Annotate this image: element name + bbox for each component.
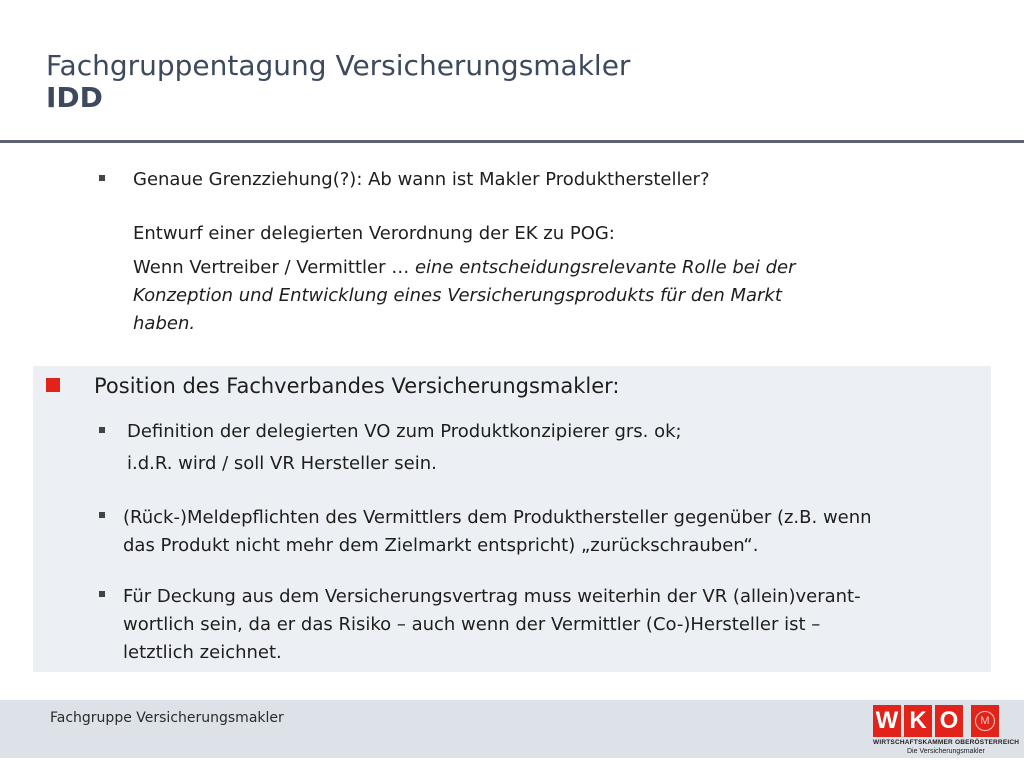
panel-item-1-line-1: Definition der delegierten VO zum Produktkonzipierer grs. ok;: [127, 421, 682, 442]
title-divider: [0, 140, 1024, 143]
slide-title: Fachgruppentagung Versicherungsmakler: [46, 49, 631, 82]
draft-text: Entwurf einer delegierten Verordnung der EK zu POG:: [133, 223, 615, 244]
slide-subtitle: IDD: [46, 81, 103, 114]
logo-letter-w: W: [873, 705, 901, 737]
quote-prefix: Wenn Vertreiber / Vermittler …: [133, 257, 415, 278]
title-block: [46, 50, 630, 114]
quote-line-2: Konzeption und Entwicklung eines Versicherungsprodukts für den Markt: [133, 285, 782, 306]
bullet-marker: [99, 591, 105, 597]
bullet-text-grenzziehung: Genaue Grenzziehung(?): Ab wann ist Makler Produkthersteller?: [133, 169, 710, 190]
bullet-marker: [99, 175, 105, 181]
panel-item-1-line-2: i.d.R. wird / soll VR Hersteller sein.: [127, 453, 437, 474]
logo-badge-box: [971, 705, 999, 737]
panel-item-2-line-2: das Produkt nicht mehr dem Zielmarkt entspricht) „zurückschrauben“.: [123, 535, 759, 556]
logo-division-name: Die Versicherungsmakler: [907, 748, 985, 755]
quote-line-3: haben.: [133, 313, 196, 334]
quote-italic-1: eine entscheidungsrelevante Rolle bei der: [414, 257, 796, 278]
bullet-marker: [99, 427, 105, 433]
panel-heading: Position des Fachverbandes Versicherungsmakler:: [94, 374, 620, 398]
logo-badge-icon: M: [975, 711, 995, 731]
bullet-marker: [99, 512, 105, 518]
logo-letter-k: K: [904, 705, 932, 737]
panel-item-3-line-1: Für Deckung aus dem Versicherungsvertrag muss weiterhin der VR (allein)verant-: [123, 586, 861, 607]
footer-bar: [0, 700, 1024, 758]
logo-org-name: WIRTSCHAFTSKAMMER OBERÖSTERREICH: [873, 739, 1020, 746]
panel-item-2-line-1: (Rück-)Meldepflichten des Vermittlers dem Produkthersteller gegenüber (z.B. wenn: [123, 507, 872, 528]
wko-logo: [873, 703, 1020, 757]
panel-item-3-line-2: wortlich sein, da er das Risiko – auch wenn der Vermittler (Co-)Hersteller ist –: [123, 614, 821, 635]
logo-letter-o: O: [935, 705, 963, 737]
panel-item-3-line-3: letztlich zeichnet.: [123, 642, 282, 663]
red-bullet-marker: [46, 378, 60, 392]
quote-line-1: [133, 254, 796, 282]
footer-text: Fachgruppe Versicherungsmakler: [50, 710, 284, 726]
